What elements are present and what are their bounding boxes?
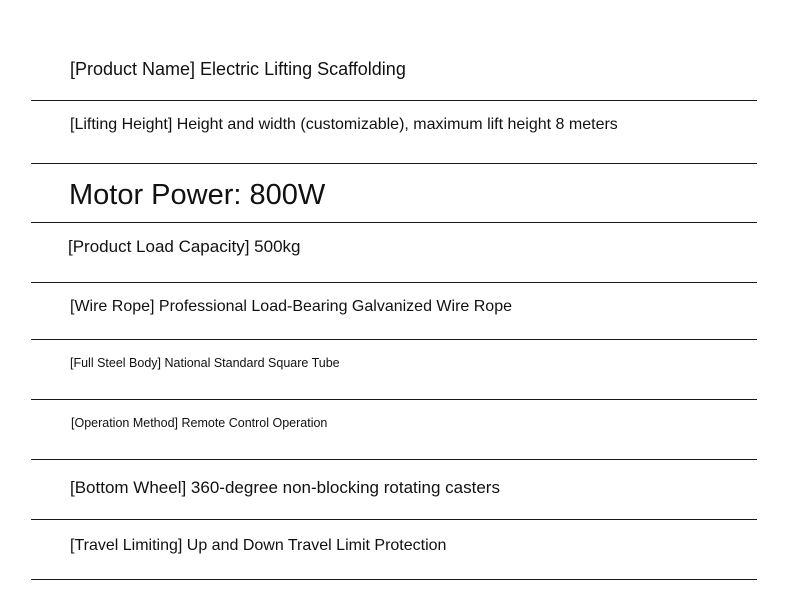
divider: [31, 100, 757, 101]
divider: [31, 399, 757, 400]
divider: [31, 519, 757, 520]
spec-load-capacity: [Product Load Capacity] 500kg: [68, 237, 301, 256]
spec-steel-body: [Full Steel Body] National Standard Square Tube: [70, 356, 340, 370]
spec-operation-method: [Operation Method] Remote Control Operation: [71, 416, 328, 430]
divider: [31, 163, 757, 164]
divider: [31, 339, 757, 340]
divider: [31, 282, 757, 283]
spec-travel-limiting: [Travel Limiting] Up and Down Travel Limit Protection: [70, 537, 447, 554]
spec-lifting-height: [Lifting Height] Height and width (customizable), maximum lift height 8 meters: [70, 116, 618, 133]
spec-product-name: [Product Name] Electric Lifting Scaffolding: [70, 59, 406, 79]
divider: [31, 459, 757, 460]
divider: [31, 222, 757, 223]
spec-bottom-wheel: [Bottom Wheel] 360-degree non-blocking rotating casters: [70, 478, 500, 497]
spec-motor-power: Motor Power: 800W: [69, 179, 326, 211]
spec-wire-rope: [Wire Rope] Professional Load-Bearing Galvanized Wire Rope: [70, 298, 512, 315]
divider: [31, 579, 757, 580]
